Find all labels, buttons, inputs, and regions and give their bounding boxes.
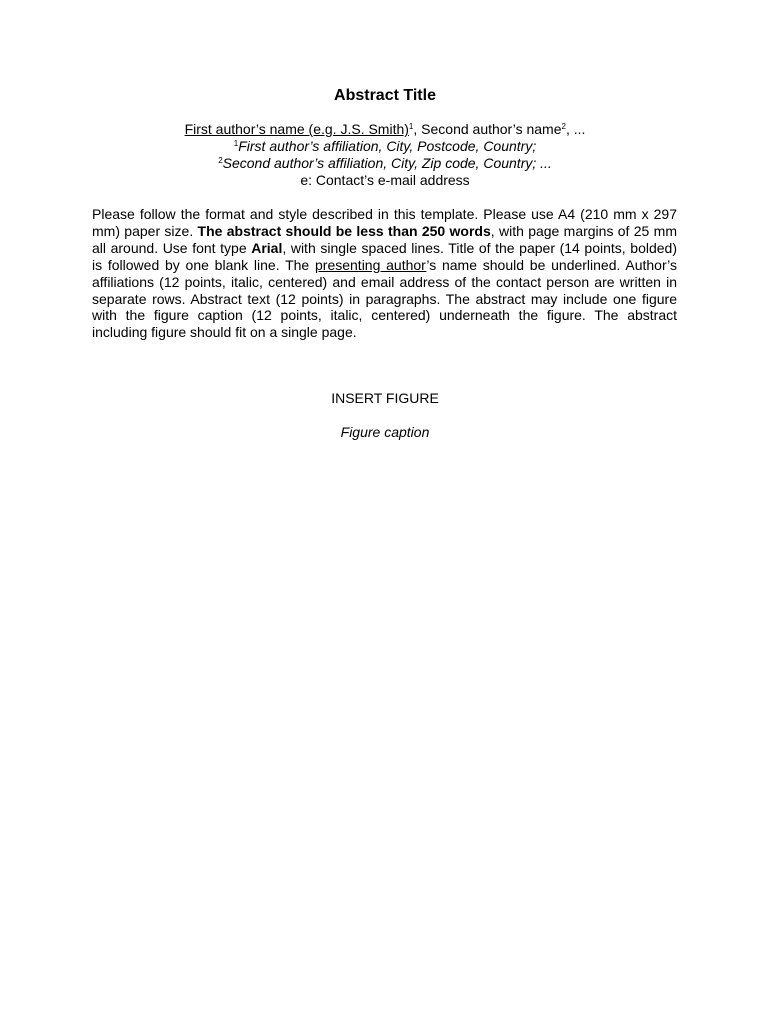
figure-caption: Figure caption [340, 424, 430, 440]
abstract-title: Abstract Title [334, 87, 436, 104]
abstract-presenting-author: presenting author [315, 256, 427, 273]
figure-placeholder: INSERT FIGURE [331, 390, 439, 406]
contact-email-line: e: Contact’s e-mail address [300, 172, 470, 188]
first-affiliation-superscript: 1 [233, 139, 239, 148]
abstract-text-part-3: , with single spaced lines. Title of the paper (14 points, bolded) is followed by one blank line. The [92, 239, 677, 273]
abstract-text-part-4: ’s name should be underlined. Author’s affiliations (12 points, italic, centered) and email address of the contact person are written in separate rows. Abstract text (12 points) in paragraphs. The abstract may include one figure with the figure caption (12 points, italic, centered) underneath the figure. The abstract including figure should fit on a single page. [92, 256, 678, 341]
presenting-author-name: First author’s name (e.g. J.S. Smith) [184, 121, 409, 137]
second-author-name: , Second author’s name [413, 121, 562, 137]
abstract-font-name: Arial [251, 239, 283, 256]
first-affiliation-line [0, 138, 770, 155]
abstract-text-part-2: , with page margins of 25 mm all around. Use font type [92, 222, 677, 256]
second-affiliation-text: Second author’s affiliation, City, Zip code, Country; ... [222, 155, 552, 171]
author-block [0, 121, 770, 189]
abstract-body [92, 206, 677, 341]
first-author-superscript: 1 [408, 122, 414, 131]
more-authors-ellipsis: , ... [565, 121, 586, 137]
author-names-line [0, 121, 770, 138]
first-affiliation-text: First author’s affiliation, City, Postcode, Country; [238, 138, 537, 154]
abstract-word-limit: The abstract should be less than 250 words [197, 222, 491, 239]
second-affiliation-superscript: 2 [218, 156, 223, 165]
abstract-text-part-1: Please follow the format and style described in this template. Please use A4 (210 mm x 297 mm) paper size. [92, 206, 677, 239]
second-author-superscript: 2 [561, 122, 566, 131]
second-affiliation-line [0, 155, 770, 172]
